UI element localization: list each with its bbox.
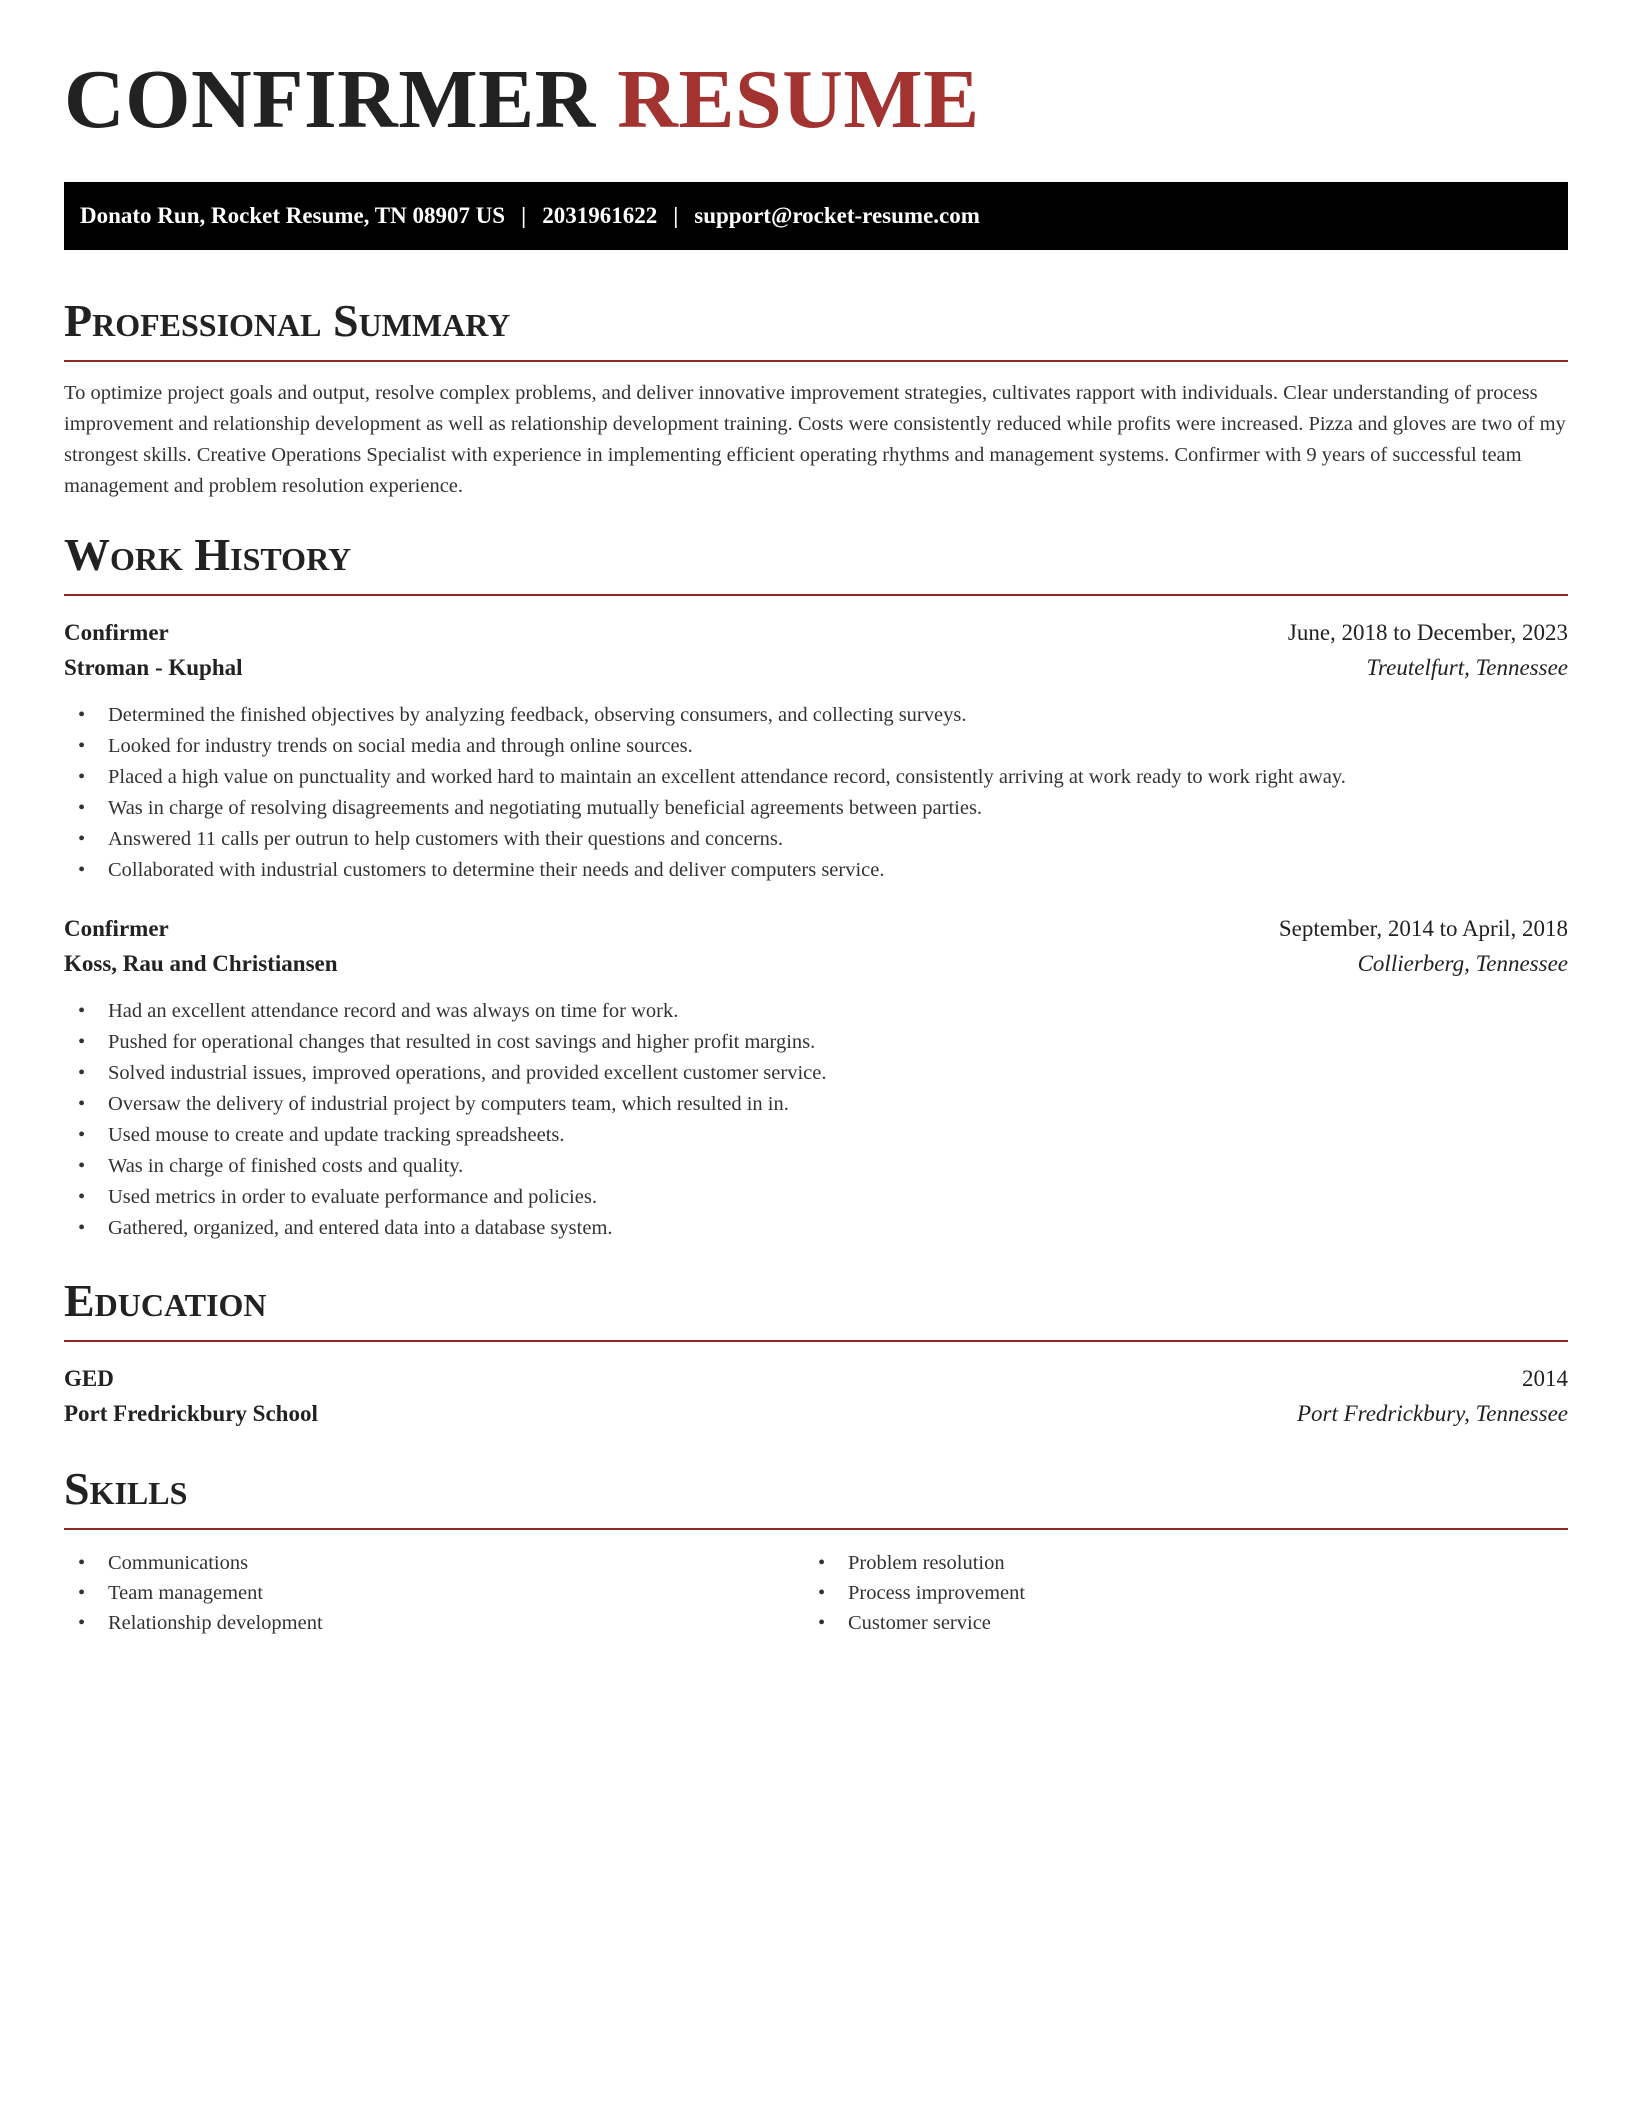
- skill-item: • Problem resolution: [804, 1548, 1544, 1578]
- skill-item: • Customer service: [804, 1608, 1544, 1638]
- skills-heading: Skills: [64, 1466, 1568, 1530]
- contact-email: support@rocket-resume.com: [694, 203, 980, 228]
- job-location: Treutelfurt, Tennessee: [1366, 655, 1568, 680]
- resume-page: [64, 0, 1568, 1638]
- work-history-section: [64, 529, 1568, 1244]
- education-section: [64, 1275, 1568, 1432]
- job-dates: June, 2018 to December, 2023: [1287, 620, 1568, 645]
- contact-phone: 2031961622: [542, 203, 658, 228]
- job-bullet: • Looked for industry trends on social media and through online sources.: [64, 731, 1568, 762]
- job-dates: September, 2014 to April, 2018: [1278, 916, 1568, 941]
- job-bullet: • Gathered, organized, and entered data into a database system.: [64, 1213, 1568, 1244]
- job-bullet: • Was in charge of finished costs and quality.: [64, 1151, 1568, 1182]
- job-bullet: • Pushed for operational changes that resulted in cost savings and higher profit margins.: [64, 1027, 1568, 1058]
- job-bullet: • Oversaw the delivery of industrial project by computers team, which resulted in in.: [64, 1089, 1568, 1120]
- education-school: Port Fredrickbury School: [64, 1401, 318, 1426]
- job-bullet: • Had an excellent attendance record and was always on time for work.: [64, 996, 1568, 1027]
- contact-separator: |: [521, 203, 527, 228]
- job-bullet: • Was in charge of resolving disagreements and negotiating mutually beneficial agreements between parties.: [64, 793, 1568, 824]
- job-bullet: • Answered 11 calls per outrun to help customers with their questions and concerns.: [64, 824, 1568, 855]
- job-location: Collierberg, Tennessee: [1357, 951, 1568, 976]
- skill-item: • Communications: [64, 1548, 804, 1578]
- skill-item: • Process improvement: [804, 1578, 1544, 1608]
- job-bullet: • Used mouse to create and update tracking spreadsheets.: [64, 1120, 1568, 1151]
- summary-heading: Professional Summary: [64, 298, 1568, 362]
- education-location: Port Fredrickbury, Tennessee: [1296, 1401, 1568, 1426]
- skills-section: [64, 1463, 1568, 1638]
- skills-list-right: [804, 1548, 1544, 1638]
- job-bullet: • Determined the finished objectives by analyzing feedback, observing consumers, and collecting surveys.: [64, 700, 1568, 731]
- summary-section: [64, 295, 1568, 502]
- education-degree: GED: [64, 1366, 114, 1391]
- contact-address: Donato Run, Rocket Resume, TN 08907 US: [80, 203, 506, 228]
- skill-item: • Team management: [64, 1578, 804, 1608]
- skills-list-left: [64, 1548, 804, 1638]
- job-entry: [64, 912, 1568, 1244]
- job-bullet: • Used metrics in order to evaluate performance and policies.: [64, 1182, 1568, 1213]
- summary-text: To optimize project goals and output, resolve complex problems, and deliver innovative improvement strategies, cultivates rapport with individuals. Clear understanding of process improvement and relationship development as well as relationship development training. Costs were consistently reduced while profits were increased. Pizza and gloves are two of my strongest skills. Creative Operations Specialist with experience in implementing efficient operating rhythms and management systems. Confirmer with 9 years of successful team management and problem resolution experience.: [64, 382, 1566, 497]
- contact-separator: |: [673, 203, 679, 228]
- job-title: Confirmer: [64, 916, 169, 941]
- contact-bar: [64, 182, 1568, 250]
- job-entry: [64, 616, 1568, 886]
- work-history-heading: Work History: [64, 532, 1568, 596]
- title-part-1: CONFIRMER: [64, 53, 596, 146]
- job-bullet: • Collaborated with industrial customers to determine their needs and deliver computers service.: [64, 855, 1568, 886]
- job-title: Confirmer: [64, 620, 169, 645]
- resume-title: [64, 53, 1568, 146]
- job-bullets: [64, 700, 1568, 886]
- skills-columns: [64, 1548, 1568, 1638]
- job-bullet: • Placed a high value on punctuality and worked hard to maintain an excellent attendance record, consistently arriving at work ready to work right away.: [64, 762, 1568, 793]
- job-bullet: • Solved industrial issues, improved operations, and provided excellent customer service.: [64, 1058, 1568, 1089]
- job-company: Stroman - Kuphal: [64, 655, 243, 680]
- education-year: 2014: [1522, 1366, 1568, 1391]
- education-heading: Education: [64, 1278, 1568, 1342]
- job-company: Koss, Rau and Christiansen: [64, 951, 338, 976]
- skill-item: • Relationship development: [64, 1608, 804, 1638]
- title-part-2: RESUME: [617, 53, 980, 146]
- education-entry: [64, 1362, 1568, 1432]
- job-bullets: [64, 996, 1568, 1244]
